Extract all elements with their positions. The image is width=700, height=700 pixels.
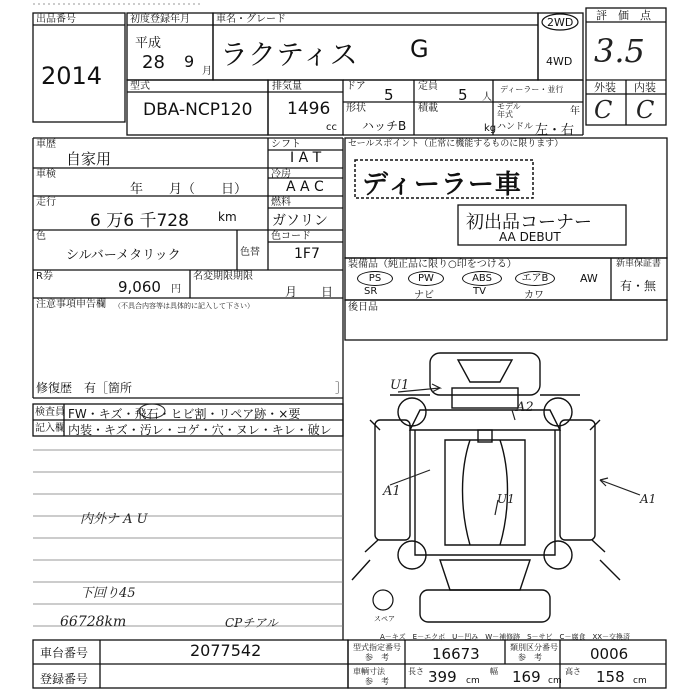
reg-year: 28 — [142, 52, 165, 73]
equip-navi: ナビ — [414, 290, 434, 301]
handwritten-note-4: CPチアル — [225, 616, 278, 630]
reg-number-label: 登録番号 — [40, 672, 89, 686]
width: 169 — [512, 668, 541, 686]
type-cert: 16673 — [432, 645, 480, 663]
dealer-stamp: ディーラー車 — [362, 170, 522, 200]
inspector-row1-label: 検査員 — [35, 407, 65, 418]
warranty-label: 新車保証書 — [616, 259, 662, 269]
capacity-unit: 人 — [482, 92, 492, 103]
diagram-mark-u1-mid: U1 — [497, 492, 515, 506]
width-label: 幅 — [490, 667, 498, 676]
diagram-mark-a1-left: A1 — [383, 484, 401, 499]
lot-label: 出品番号 — [36, 14, 76, 25]
equip-sr: SR — [364, 286, 378, 297]
car-name-label: 車名・グレード — [216, 14, 286, 25]
color-code-label: 色コード — [271, 231, 311, 242]
height-label: 高さ — [565, 667, 581, 676]
color-code: 1F7 — [294, 246, 320, 262]
repair-end: ］ — [335, 381, 348, 395]
equip-leather: カワ — [524, 290, 544, 301]
class-number: 0006 — [590, 645, 629, 663]
sales-label: セールスポイント（正常に機能するものに限ります） — [348, 139, 564, 149]
damage-legend: A－キズ E－エクボ U－凹み W－補修跡 S－サビ C－腐食 XX－交換済 — [380, 633, 631, 641]
notes-label: 注意事項申告欄 — [36, 299, 106, 310]
title-deadline-label: 名変期限期限 — [193, 271, 253, 282]
length: 399 — [428, 668, 457, 686]
handwritten-note-3: 66728km — [60, 614, 127, 630]
mileage: 6 万6 千728 — [90, 211, 189, 231]
doors-label: ドア — [346, 81, 366, 92]
shift: I A T — [290, 150, 322, 166]
history: 自家用 — [66, 150, 112, 168]
later-items-label: 後日品 — [348, 302, 378, 313]
history-label: 車歴 — [36, 139, 56, 150]
fuel-label: 燃料 — [271, 197, 291, 208]
equipment-label: 装備品（純正品に限り○印をつける） — [348, 259, 517, 270]
load-label: 積載 — [418, 103, 438, 114]
score-label: 評 価 点 — [596, 9, 651, 22]
class-label: 類別区分番号 — [510, 643, 558, 652]
handwritten-note-2: 下回り45 — [80, 586, 136, 601]
type-cert-sub: 参 考 — [365, 653, 389, 662]
displacement: 1496 — [287, 99, 331, 119]
displacement-unit: cc — [326, 122, 337, 133]
fuel: ガソリン — [272, 213, 328, 229]
doors: 5 — [384, 86, 394, 104]
mileage-label: 走行 — [36, 197, 56, 208]
equip-airbag: エアB — [515, 271, 555, 286]
model: DBA-NCP120 — [143, 100, 253, 120]
interior-label: 内装 — [634, 81, 656, 94]
equip-pw: PW — [408, 271, 444, 286]
tax-label: R券 — [36, 271, 53, 282]
corner-sub: AA DEBUT — [499, 230, 561, 244]
handle-label: ハンドル — [497, 122, 534, 132]
length-label: 長さ — [408, 667, 424, 676]
first-reg-label: 初度登録年月 — [130, 14, 190, 25]
inspector-row2: 内装・キズ・汚レ・コゲ・穴・ヌレ・キレ・破レ — [68, 423, 332, 437]
height: 158 — [596, 668, 625, 686]
warranty-value: 有・無 — [620, 279, 657, 293]
lot-number: 2014 — [41, 62, 103, 90]
exterior-label: 外装 — [594, 81, 616, 94]
type-cert-label: 型式指定番号 — [353, 643, 401, 652]
spare-label: スペア — [374, 615, 395, 623]
width-unit: cm — [548, 676, 562, 686]
exterior-grade: C — [594, 96, 613, 124]
drive-4wd: 4WD — [546, 55, 573, 68]
model-year-label: モデル年式 — [497, 102, 521, 119]
era: 平成 — [135, 36, 162, 51]
month-unit: 月 — [202, 66, 212, 77]
diagram-mark-u1-left: U1 — [390, 378, 410, 393]
dealer-label: ディーラー・並行 — [500, 85, 564, 94]
chassis-number: 2077542 — [190, 641, 262, 660]
tax: 9,060 — [118, 278, 161, 296]
repair-label: 修復歴 — [36, 381, 73, 395]
color-label: 色 — [36, 231, 46, 242]
handwritten-note-1: 内外ナ A U — [80, 512, 148, 527]
inspector-row2-label: 記入欄 — [35, 423, 65, 434]
equip-abs: ABS — [462, 271, 502, 286]
interior-grade: C — [636, 96, 655, 124]
handle: 左・右 — [535, 123, 575, 138]
aircon-label: 冷房 — [271, 169, 291, 180]
dims-label: 車輌寸法 — [353, 667, 385, 676]
grade: G — [410, 35, 429, 63]
repair-value: 有［箇所 — [84, 381, 133, 395]
inspector-row1: FW・キズ・飛石・ヒビ割・リペア跡・×要 — [68, 407, 301, 421]
inspection-label: 車検 — [36, 169, 56, 180]
equip-tv: TV — [473, 286, 486, 297]
model-label: 型式 — [130, 81, 150, 92]
drive-2wd: 2WD — [547, 16, 574, 29]
score: 3.5 — [594, 32, 645, 70]
aircon: A A C — [286, 179, 324, 195]
reg-month: 9 — [184, 52, 195, 71]
corner-title: 初出品コーナー — [466, 212, 592, 233]
tax-unit: 円 — [171, 284, 181, 295]
equip-aw: AW — [580, 272, 598, 285]
model-year-unit: 年 — [570, 106, 580, 117]
height-unit: cm — [633, 676, 647, 686]
capacity-label: 定員 — [418, 81, 438, 92]
mileage-unit: km — [218, 210, 237, 224]
class-sub: 参 考 — [518, 653, 542, 662]
chassis-label: 車台番号 — [40, 646, 89, 660]
load-unit: kg — [484, 123, 497, 134]
notes-sub: （不具合内容等は具体的に記入して下さい） — [114, 302, 254, 310]
color: シルバーメタリック — [66, 248, 181, 263]
repaint-label: 色替 — [240, 247, 260, 258]
title-deadline: 月 日 — [285, 285, 334, 299]
capacity: 5 — [458, 86, 468, 104]
displacement-label: 排気量 — [272, 81, 302, 92]
body: ハッチB — [362, 119, 407, 133]
shift-label: シフト — [271, 139, 301, 150]
equip-ps: PS — [357, 271, 393, 286]
inspection: 年 月（ 日） — [130, 182, 248, 197]
car-name: ラクティス — [220, 38, 358, 71]
body-label: 形状 — [346, 103, 366, 114]
diagram-mark-a2: A2 — [516, 400, 534, 415]
diagram-mark-a1-right: A1 — [640, 492, 657, 506]
dims-sub: 参 考 — [365, 677, 389, 686]
length-unit: cm — [466, 676, 480, 686]
